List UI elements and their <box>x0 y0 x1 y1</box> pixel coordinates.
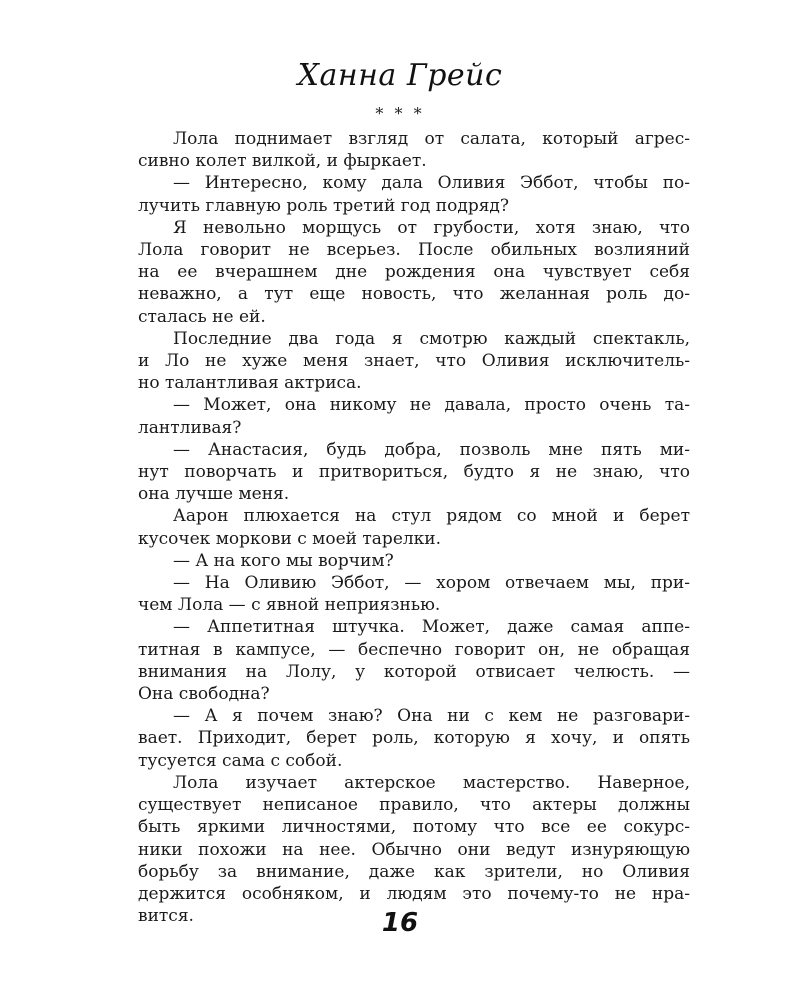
text-line: — Интересно, кому дала Оливия Эббот, чтобы по- <box>173 173 690 194</box>
text-line: быть яркими личностями, потому что все ее сокурс- <box>138 817 690 838</box>
text-line: чем Лола — с явной неприязнью. <box>138 595 441 616</box>
text-line: борьбу за внимание, даже как зрители, но Оливия <box>138 861 690 882</box>
text-line: лантливая? <box>138 417 242 438</box>
text-line: — На Оливию Эббот, — хором отвечаем мы, при- <box>173 573 690 594</box>
text-line: Последние два года я смотрю каждый спектакль, <box>173 328 690 349</box>
text-line: ники похожи на нее. Обычно они ведут изнуряющую <box>138 839 690 860</box>
text-line: — Аппетитная штучка. Может, даже самая аппе- <box>173 617 690 638</box>
text-line: Аарон плюхается на стул рядом со мной и берет <box>173 506 690 527</box>
text-line: — Может, она никому не давала, просто очень та- <box>173 395 690 416</box>
scene-separator: * * * <box>375 104 425 123</box>
text-line: лучить главную роль третий год подряд? <box>138 195 510 216</box>
text-line: — Анастасия, будь добра, позволь мне пять ми- <box>173 439 690 460</box>
text-line: вает. Приходит, берет роль, которую я хочу, и опять <box>138 728 690 749</box>
text-line: титная в кампусе, — беспечно говорит он, не обращая <box>138 639 690 660</box>
text-line: существует неписаное правило, что актеры должны <box>138 795 690 816</box>
text-line: сивно колет вилкой, и фыркает. <box>138 151 427 172</box>
body-text <box>138 128 690 927</box>
text-line: на ее вчерашнем дне рождения она чувствует себя <box>138 262 690 283</box>
text-line: внимания на Лолу, у которой отвисает челюсть. — <box>138 661 690 682</box>
text-line: и Ло не хуже меня знает, что Оливия исключитель- <box>138 351 690 372</box>
running-head-author: Ханна Грейс <box>297 58 503 93</box>
text-line: Она свободна? <box>138 684 270 705</box>
text-line: сталась не ей. <box>138 306 266 327</box>
text-line: — А я почем знаю? Она ни с кем не разговари- <box>173 706 690 727</box>
text-line: Я невольно морщусь от грубости, хотя знаю, что <box>173 217 690 238</box>
text-line: тусуется сама с собой. <box>138 750 343 771</box>
text-line: держится особняком, и людям это почему-то не нра- <box>138 883 690 904</box>
text-line: — А на кого мы ворчим? <box>173 550 394 571</box>
text-line: она лучше меня. <box>138 484 290 505</box>
text-line: вится. <box>138 906 194 927</box>
text-line: Лола поднимает взгляд от салата, который агрес- <box>173 129 690 149</box>
page-number: 16 <box>381 908 419 938</box>
text-line: Лола изучает актерское мастерство. Наверное, <box>173 772 690 793</box>
text-line: Лола говорит не всерьез. После обильных возлияний <box>138 240 690 261</box>
text-line: но талантливая актриса. <box>138 373 362 394</box>
text-line: неважно, а тут еще новость, что желанная роль до- <box>138 284 690 305</box>
text-line: кусочек моркови с моей тарелки. <box>138 528 442 549</box>
text-line: нут поворчать и притвориться, будто я не знаю, что <box>138 462 690 483</box>
